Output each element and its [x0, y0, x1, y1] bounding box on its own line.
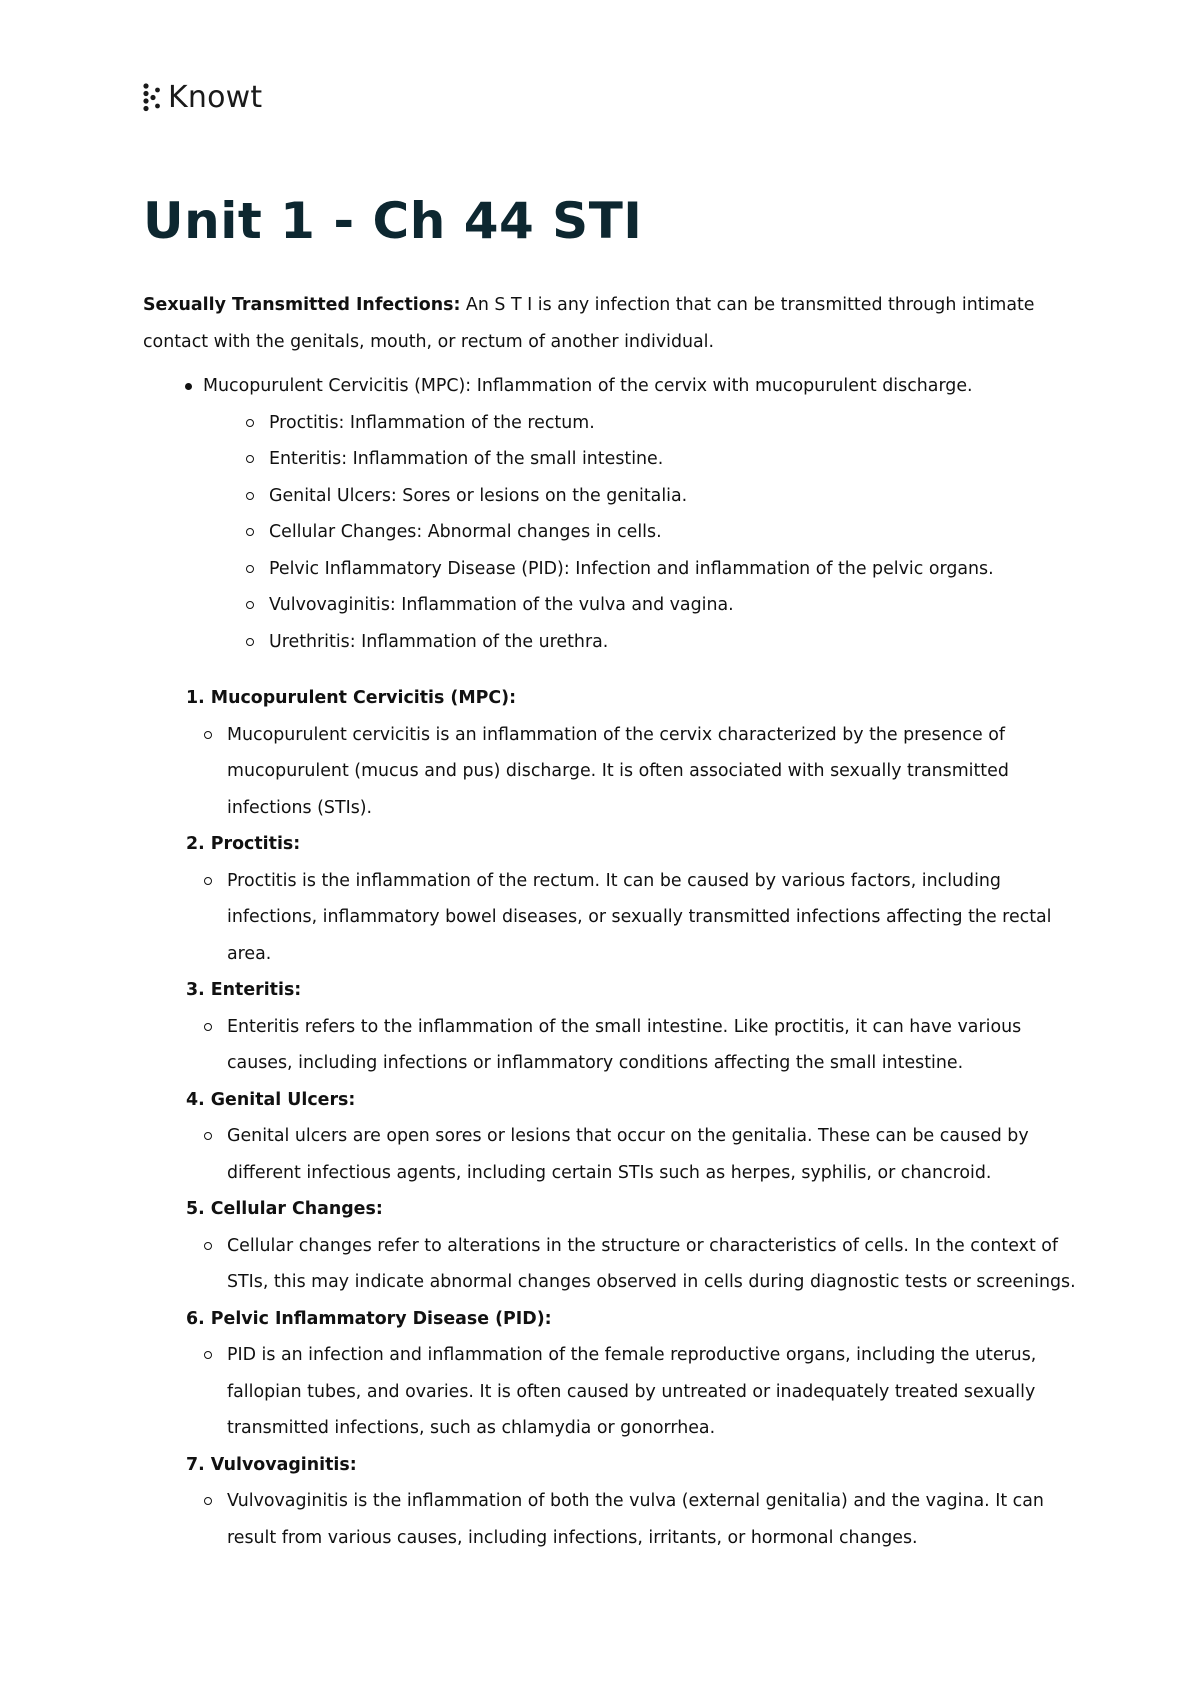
section-number: 6. — [186, 1308, 205, 1329]
section-heading — [186, 680, 1083, 717]
list-item: Proctitis: Inflammation of the rectum. — [246, 405, 1083, 442]
overview-list — [143, 368, 1083, 660]
section-text: PID is an infection and inflammation of the female reproductive organs, including the uterus, fallopian tubes, and ovaries. It is often caused by untreated or inadequately treated sexually transmitted infections, such as chlamydia or gonorrhea. — [204, 1337, 1083, 1447]
overview-bullet-label: Mucopurulent Cervicitis (MPC): Inflammation of the cervix with mucopurulent discharge. — [203, 376, 973, 396]
overview-sublist — [203, 405, 1083, 661]
list-item: Cellular Changes: Abnormal changes in cells. — [246, 514, 1083, 551]
document-body — [143, 287, 1083, 1556]
section-heading — [186, 972, 1083, 1009]
section-details — [186, 863, 1083, 973]
section-details — [186, 1009, 1083, 1082]
list-item: Genital Ulcers: Sores or lesions on the genitalia. — [246, 478, 1083, 515]
section-number: 4. — [186, 1089, 205, 1110]
section-title: Cellular Changes: — [210, 1199, 383, 1219]
section-title: Genital Ulcers: — [210, 1089, 356, 1110]
section-details — [186, 1483, 1083, 1556]
section-details — [186, 1337, 1083, 1447]
section-heading — [186, 1191, 1083, 1228]
section-item — [186, 1301, 1083, 1447]
section-text: Proctitis is the inflammation of the rectum. It can be caused by various factors, including infections, inflammatory bowel diseases, or sexually transmitted infections affecting the rectal area. — [204, 863, 1083, 973]
section-details — [186, 1118, 1083, 1191]
section-text: Genital ulcers are open sores or lesions that occur on the genitalia. These can be caused by different infectious agents, including certain STIs such as herpes, syphilis, or chancroid. — [204, 1118, 1083, 1191]
list-item: Enteritis: Inflammation of the small intestine. — [246, 441, 1083, 478]
section-heading — [186, 1447, 1083, 1484]
section-heading — [186, 826, 1083, 863]
section-text: Vulvovaginitis is the inflammation of both the vulva (external genitalia) and the vagina. It can result from various causes, including infections, irritants, or hormonal changes. — [204, 1483, 1083, 1556]
page-title: Unit 1 - Ch 44 STI — [143, 192, 643, 250]
section-text: Mucopurulent cervicitis is an inflammation of the cervix characterized by the presence of mucopurulent (mucus and pus) discharge. It is often associated with sexually transmitted infections (STIs). — [204, 717, 1083, 827]
sections-list — [143, 680, 1083, 1556]
section-title: Mucopurulent Cervicitis (MPC): — [210, 688, 517, 708]
section-number: 3. — [186, 980, 205, 1000]
section-heading — [186, 1301, 1083, 1338]
section-number: 7. — [186, 1454, 205, 1475]
section-item — [186, 1191, 1083, 1301]
section-title: Enteritis: — [210, 980, 302, 1000]
section-title: Vulvovaginitis: — [210, 1454, 357, 1475]
section-details — [186, 1228, 1083, 1301]
overview-bullet — [185, 368, 1083, 660]
knowt-dots-icon — [143, 83, 161, 113]
section-title: Proctitis: — [210, 834, 301, 854]
list-item: Pelvic Inflammatory Disease (PID): Infection and inflammation of the pelvic organs. — [246, 551, 1083, 588]
intro-term: Sexually Transmitted Infections: — [143, 295, 461, 315]
section-number: 2. — [186, 834, 205, 854]
list-item: Urethritis: Inflammation of the urethra. — [246, 624, 1083, 661]
section-text: Cellular changes refer to alterations in the structure or characteristics of cells. In the context of STIs, this may indicate abnormal changes observed in cells during diagnostic tests or screenings. — [204, 1228, 1083, 1301]
intro-text: An S T I is any infection that can be transmitted through intimate contact with the genitals, mouth, or rectum of another individual. — [143, 295, 1035, 352]
list-item: Vulvovaginitis: Inflammation of the vulva and vagina. — [246, 587, 1083, 624]
section-text: Enteritis refers to the inflammation of the small intestine. Like proctitis, it can have various causes, including infections or inflammatory conditions affecting the small intestine. — [204, 1009, 1083, 1082]
brand-name: Knowt — [168, 80, 263, 115]
section-item — [186, 826, 1083, 972]
section-title: Pelvic Inflammatory Disease (PID): — [210, 1308, 552, 1329]
section-item — [186, 1447, 1083, 1557]
knowt-logo[interactable] — [143, 80, 262, 115]
intro-paragraph — [143, 287, 1083, 360]
section-details — [186, 717, 1083, 827]
section-heading — [186, 1082, 1083, 1119]
section-number: 5. — [186, 1199, 205, 1219]
section-number: 1. — [186, 688, 205, 708]
section-item — [186, 1082, 1083, 1192]
section-item — [186, 972, 1083, 1082]
section-item — [186, 680, 1083, 826]
